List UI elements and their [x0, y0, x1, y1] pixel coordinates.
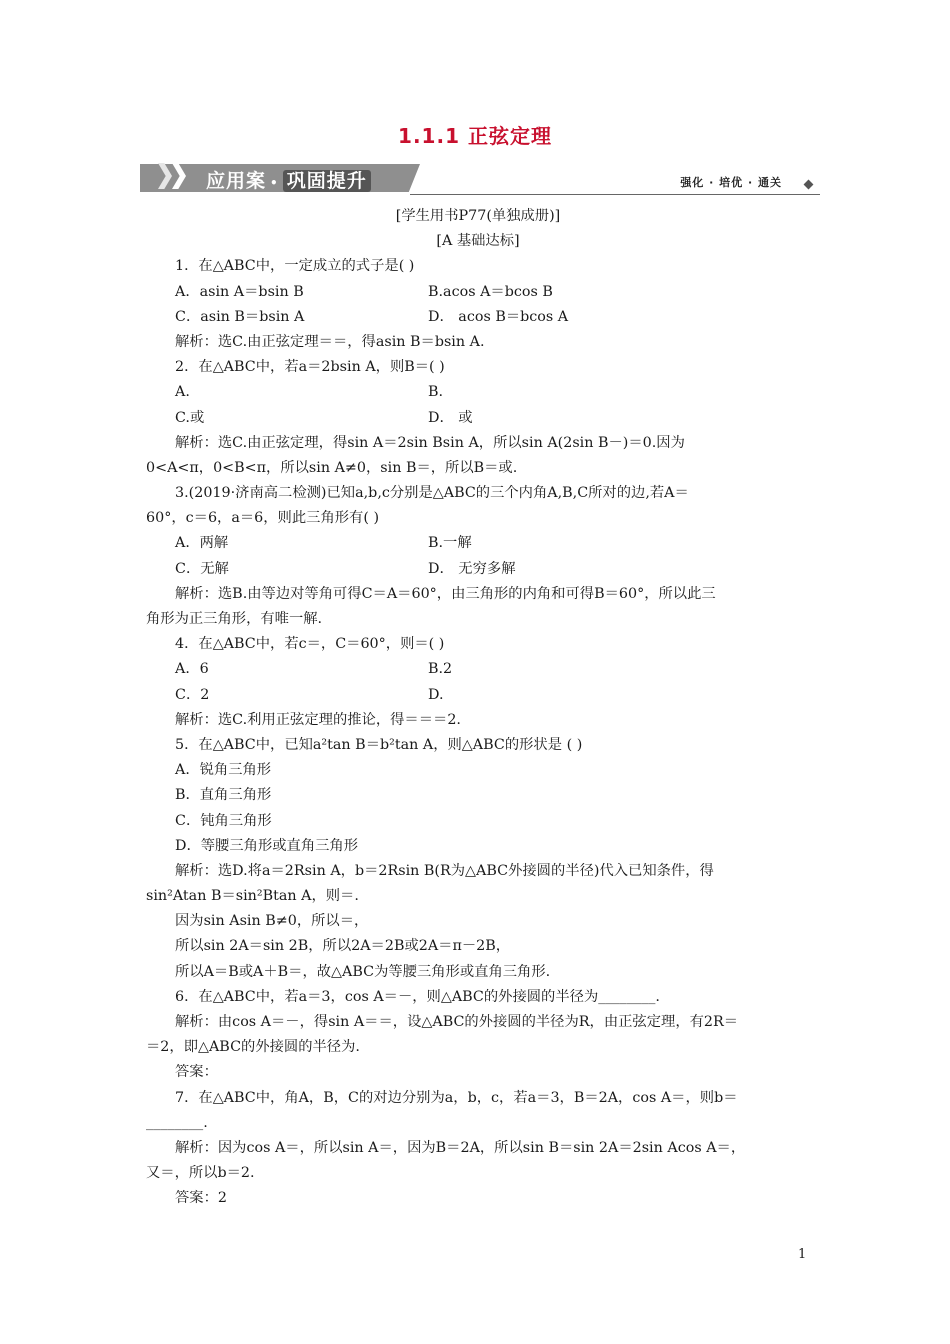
- option-left: A．6: [175, 661, 209, 678]
- text-line: 答案：2: [175, 1190, 227, 1207]
- option-right: D.: [428, 686, 444, 703]
- option-row: [146, 406, 810, 431]
- banner-title: [206, 166, 371, 193]
- text-line: 60°，c＝6，a＝6，则此三角形有( ): [146, 510, 380, 527]
- text-line: 所以sin 2A＝sin 2B，所以2A＝2B或2A＝π－2B，: [175, 938, 511, 955]
- option-left: A．两解: [175, 535, 229, 552]
- text-line: ＝2，即△ABC的外接圆的半径为.: [146, 1039, 360, 1056]
- text-line: B．直角三角形: [175, 787, 272, 804]
- option-row: [146, 531, 810, 556]
- text-line: 解析：选C.由正弦定理＝＝，得asin B＝bsin A.: [175, 333, 485, 350]
- text-line: 因为sin Asin B≠0，所以＝，: [175, 913, 369, 930]
- text-line: 3.(2019·济南高二检测)已知a,b,c分别是△ABC的三个内角A,B,C所对的边,若A＝: [175, 485, 689, 502]
- option-left: C.或: [175, 409, 205, 426]
- banner-underline: [410, 194, 820, 195]
- text-line: sin²Atan B＝sin²Btan A，则＝.: [146, 888, 359, 905]
- text-line: 2．在△ABC中，若a＝2bsin A，则B＝( ): [175, 359, 445, 376]
- book-reference: [学生用书P77(单独成册)]: [395, 208, 561, 224]
- exercise-content: [146, 204, 810, 1212]
- option-right: D． 无穷多解: [428, 560, 516, 577]
- option-left: A.: [175, 384, 190, 401]
- text-line: 6．在△ABC中，若a＝3，cos A＝－，则△ABC的外接圆的半径为________.: [175, 988, 660, 1005]
- option-right: B.: [428, 384, 444, 401]
- option-row: [146, 280, 810, 305]
- text-line: C．钝角三角形: [175, 812, 272, 829]
- text-line: 0<A<π，0<B<π，所以sin A≠0，sin B＝，所以B＝或.: [146, 459, 518, 476]
- option-right: B.一解: [428, 535, 472, 552]
- text-line: 解析：因为cos A＝，所以sin A＝，因为B＝2A，所以sin B＝sin 2A＝2sin Acos A＝，: [175, 1139, 746, 1156]
- banner-tagline: 强化 · 培优 · 通关: [680, 176, 782, 189]
- option-row: [146, 557, 810, 582]
- option-left: C．无解: [175, 560, 229, 577]
- text-line: 解析：由cos A＝－，得sin A＝＝，设△ABC的外接圆的半径为R，由正弦定理，有2R＝: [175, 1014, 739, 1030]
- text-line: 解析：选C.利用正弦定理的推论，得＝＝＝2.: [175, 711, 461, 728]
- banner-dot: •: [270, 176, 279, 190]
- text-line: 答案：: [175, 1064, 218, 1081]
- text-line: 所以A＝B或A＋B＝，故△ABC为等腰三角形或直角三角形.: [175, 963, 551, 980]
- option-right: B.2: [428, 661, 453, 678]
- banner-title-part1: 应用案: [206, 170, 267, 192]
- option-left: C．2: [175, 686, 210, 703]
- option-left: A．asin A＝bsin B: [175, 283, 304, 300]
- text-line: 5．在△ABC中，已知a²tan B＝b²tan A，则△ABC的形状是 ( ): [175, 736, 583, 753]
- text-line: 角形为正三角形，有唯一解.: [146, 611, 323, 627]
- option-row: [146, 657, 810, 682]
- option-row: [146, 380, 810, 405]
- text-line: A．锐角三角形: [175, 762, 272, 779]
- text-line: 解析：选B.由等边对等角可得C＝A＝60°，由三角形的内角和可得B＝60°，所以此三: [175, 585, 716, 602]
- option-right: D． acos B＝bcos A: [428, 308, 569, 325]
- text-line: D．等腰三角形或直角三角形: [175, 837, 359, 854]
- page-number: 1: [798, 1247, 807, 1262]
- section-heading: [A 基础达标]: [436, 233, 520, 250]
- section-banner: [140, 158, 820, 198]
- option-row: [146, 683, 810, 708]
- text-line: 1．在△ABC中，一定成立的式子是( ): [175, 258, 415, 275]
- text-line: ________.: [146, 1114, 208, 1131]
- option-row: [146, 305, 810, 330]
- text-line: 解析：选C.由正弦定理，得sin A＝2sin Bsin A，所以sin A(2sin B－)＝0.因为: [175, 434, 685, 451]
- text-line: 7．在△ABC中，角A，B，C的对边分别为a，b，c，若a＝3，B＝2A，cos A＝，则b＝: [175, 1089, 738, 1106]
- page-title: 1.1.1 正弦定理: [398, 124, 552, 148]
- option-right: B.acos A＝bcos B: [428, 283, 553, 300]
- diamond-icon: [804, 180, 814, 190]
- banner-title-part2: 巩固提升: [283, 170, 371, 192]
- text-line: 4．在△ABC中，若c＝，C＝60°，则＝( ): [175, 636, 445, 653]
- text-line: 又＝，所以b＝2.: [146, 1165, 255, 1182]
- option-right: D． 或: [428, 409, 473, 426]
- option-left: C．asin B＝bsin A: [175, 308, 305, 325]
- text-line: 解析：选D.将a＝2Rsin A，b＝2Rsin B(R为△ABC外接圆的半径)代入已知条件，得: [175, 862, 714, 879]
